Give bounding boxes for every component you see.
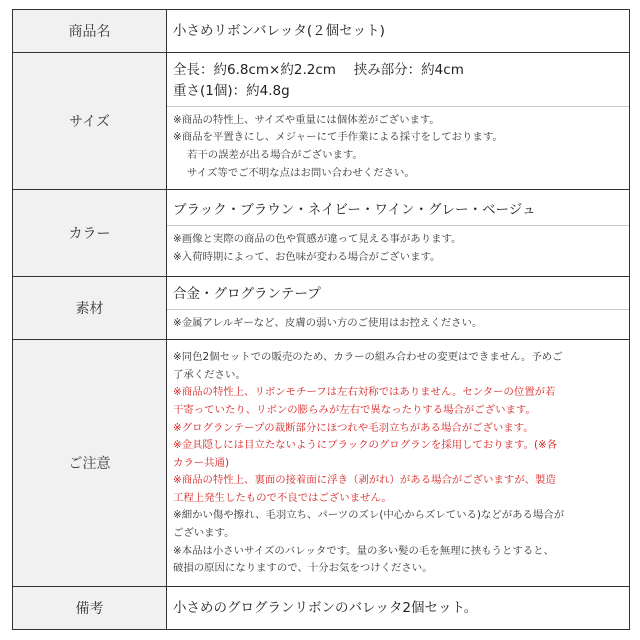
product-spec-table [12,9,630,630]
value-size [167,53,630,190]
label-size: サイズ [13,53,167,190]
value-material [167,277,630,340]
caution-line: 破損の原因になりますので、十分お気をつけください。 [173,562,433,575]
value-color [167,190,630,277]
value-caution [167,340,630,587]
label-color: カラー [13,190,167,277]
label-product-name: 商品名 [13,10,167,53]
caution-line: ございます。 [173,527,235,540]
value-product-name [167,10,630,53]
caution-line: ※本品は小さいサイズのバレッタです。量の多い髪の毛を無理に挟もうとすると、 [173,544,554,557]
caution-line-red: 干寄っていたり、リボンの膨らみが左右で異なったりする場合がございます。 [173,403,536,416]
row-material [13,277,630,340]
caution-line: 了承ください。 [173,368,246,381]
label-caution: ご注意 [13,340,167,587]
size-weight: 重さ(1個)：約4.8g [173,82,290,99]
color-options: ブラック・ブラウン・ネイビー・ワイン・グレー・ベージュ [173,201,536,218]
caution-line-red: ※商品の特性上、裏面の接着面に浮き（剥がれ）がある場合がございますが、製造 [173,474,556,487]
value-remarks [167,587,630,630]
label-remarks: 備考 [13,587,167,630]
size-dimensions: 全長：約6.8cm×約2.2cm 挟み部分：約4cm [173,61,464,78]
row-color [13,190,630,277]
caution-line-red: ※グログランテープの裁断部分にほつれや毛羽立ちがある場合がございます。 [173,421,534,434]
caution-line: ※同色2個セットでの販売のため、カラーの組み合わせの変更はできません。予めご [173,351,563,364]
size-note: サイズ等でご不明な点はお問い合わせください。 [187,166,415,179]
material-text: 合金・グログランテープ [173,285,321,302]
caution-line-red: カラー共通) [173,456,230,469]
row-caution [13,340,630,587]
size-note: ※商品を平置きにし、メジャーにて手作業による採寸をしております。 [173,131,503,144]
material-note: ※金属アレルギーなど、皮膚の弱い方のご使用はお控えください。 [173,316,483,329]
caution-line-red: ※商品の特性上、リボンモチーフは左右対称ではありません。センターの位置が若 [173,386,556,399]
size-note: 若干の誤差が出る場合がございます。 [187,149,363,161]
caution-line-red: 工程上発生したもので不良ではございません。 [173,491,392,504]
caution-line: ※細かい傷や擦れ、毛羽立ち、パーツのズレ(中心からズレている)などがある場合が [173,509,565,522]
size-note: ※商品の特性上、サイズや重量には個体差がございます。 [173,113,440,126]
product-name-text: 小さめリボンバレッタ(２個セット) [173,22,385,39]
row-remarks [13,587,630,630]
caution-line-red: ※金具隠しには目立たないようにブラックのグログランを採用しております。(※各 [173,439,558,452]
row-product-name [13,10,630,53]
color-note: ※入荷時期によって、お色味が変わる場合がございます。 [173,250,441,263]
remarks-text: 小さめのグログランリボンのバレッタ2個セット。 [173,599,478,616]
row-size [13,53,630,190]
color-note: ※画像と実際の商品の色や質感が違って見える事があります。 [173,232,462,245]
label-material: 素材 [13,277,167,340]
